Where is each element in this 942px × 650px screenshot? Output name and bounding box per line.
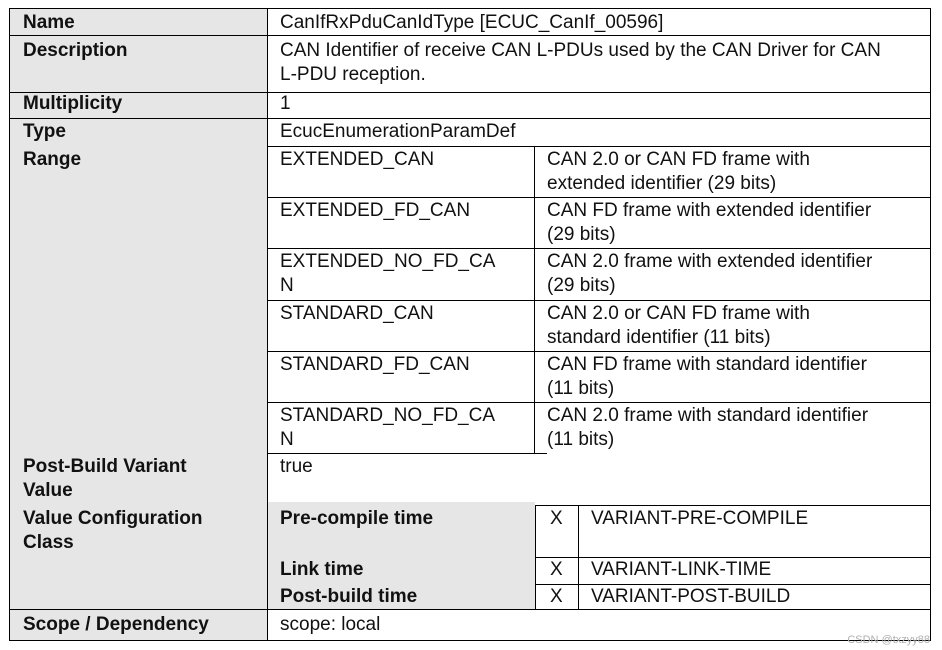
name-label: Name bbox=[23, 12, 75, 33]
range-key: EXTENDED_NO_FD_CA bbox=[280, 251, 496, 272]
description-value-line1: CAN Identifier of receive CAN L-PDUs used by the CAN Driver for CAN bbox=[280, 40, 881, 61]
range-desc: extended identifier (29 bits) bbox=[547, 173, 777, 194]
range-key: STANDARD_NO_FD_CA bbox=[280, 405, 496, 426]
range-key: EXTENDED_CAN bbox=[280, 149, 435, 170]
post-build-label-line2: Value bbox=[23, 480, 73, 501]
post-build-value: true bbox=[280, 456, 313, 477]
range-desc: CAN 2.0 frame with extended identifier bbox=[547, 251, 873, 272]
config-time: Pre-compile time bbox=[280, 508, 434, 529]
range-desc: CAN 2.0 or CAN FD frame with bbox=[547, 303, 810, 324]
parameter-table bbox=[9, 8, 931, 641]
type-label: Type bbox=[23, 121, 66, 142]
range-key: STANDARD_FD_CAN bbox=[280, 354, 470, 375]
multiplicity-value: 1 bbox=[280, 93, 291, 114]
range-desc: (11 bits) bbox=[547, 378, 615, 399]
range-key: STANDARD_CAN bbox=[280, 303, 434, 324]
config-variant: VARIANT-LINK-TIME bbox=[591, 559, 772, 580]
description-label: Description bbox=[23, 40, 128, 61]
range-desc: (29 bits) bbox=[547, 224, 616, 245]
range-key: N bbox=[280, 429, 294, 450]
watermark: CSDN @txzyy88 bbox=[847, 634, 930, 646]
scope-value: scope: local bbox=[280, 614, 381, 635]
value-config-label-line1: Value Configuration bbox=[23, 508, 203, 529]
config-mark: X bbox=[550, 559, 563, 580]
range-desc: CAN FD frame with extended identifier bbox=[547, 200, 872, 221]
type-value: EcucEnumerationParamDef bbox=[280, 121, 516, 142]
range-desc: CAN FD frame with standard identifier bbox=[547, 354, 867, 375]
post-build-label-line1: Post-Build Variant bbox=[23, 456, 187, 477]
range-key: EXTENDED_FD_CAN bbox=[280, 200, 471, 221]
name-value: CanIfRxPduCanIdType [ECUC_CanIf_00596] bbox=[280, 12, 664, 33]
description-value-line2: L-PDU reception. bbox=[280, 64, 426, 85]
config-variant: VARIANT-PRE-COMPILE bbox=[591, 508, 809, 529]
config-variant: VARIANT-POST-BUILD bbox=[591, 586, 791, 607]
config-mark: X bbox=[550, 586, 563, 607]
config-time: Post-build time bbox=[280, 586, 418, 607]
range-desc: standard identifier (11 bits) bbox=[547, 327, 771, 348]
range-desc: CAN 2.0 or CAN FD frame with bbox=[547, 149, 810, 170]
range-key: N bbox=[280, 275, 294, 296]
scope-label: Scope / Dependency bbox=[23, 614, 209, 635]
range-desc: CAN 2.0 frame with standard identifier bbox=[547, 405, 869, 426]
range-label: Range bbox=[23, 149, 82, 170]
range-desc: (29 bits) bbox=[547, 275, 616, 296]
value-config-label-line2: Class bbox=[23, 532, 74, 553]
config-mark: X bbox=[550, 508, 563, 529]
range-desc: (11 bits) bbox=[547, 429, 615, 450]
config-time: Link time bbox=[280, 559, 364, 580]
multiplicity-label: Multiplicity bbox=[23, 93, 123, 114]
